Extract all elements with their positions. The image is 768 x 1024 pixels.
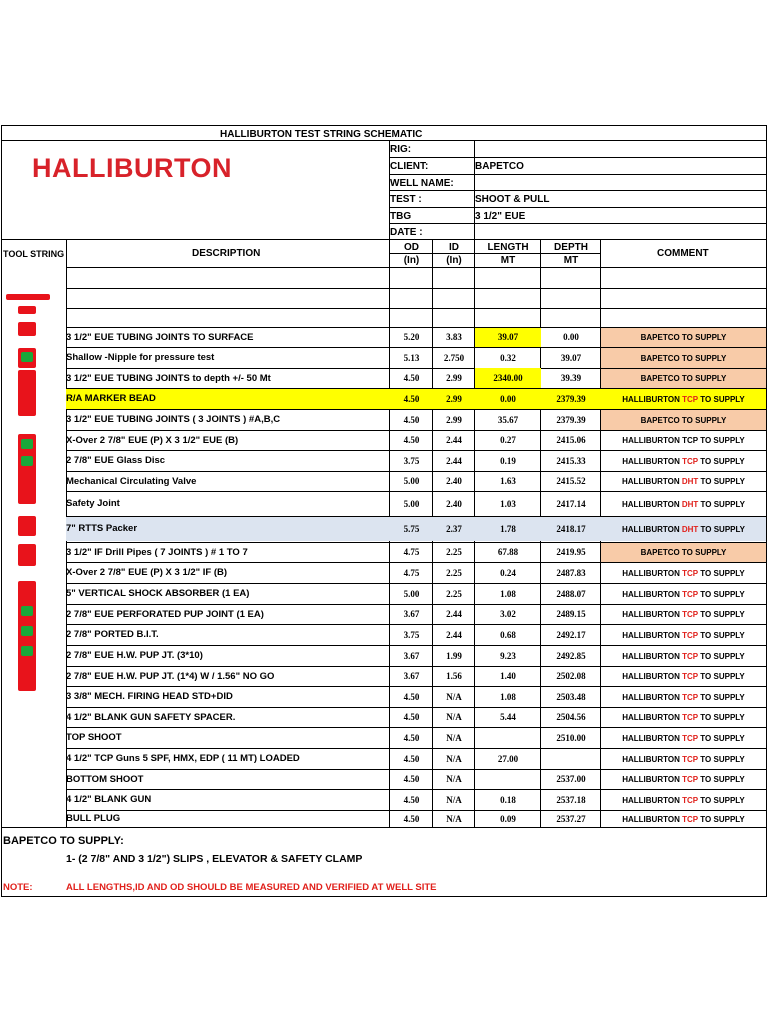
- well-name-label: WELL NAME:: [390, 178, 454, 189]
- tool-head-icon: [6, 294, 50, 300]
- row-length: 0.32: [500, 352, 516, 363]
- comment-text: HALLIBURTON: [622, 795, 683, 805]
- comment-text: TO SUPPLY: [698, 630, 745, 640]
- row-id: 2.44: [446, 629, 462, 640]
- row-description: 5" VERTICAL SHOCK ABSORBER (1 EA): [66, 588, 250, 599]
- row-depth: 39.07: [560, 352, 582, 363]
- row-description: X-Over 2 7/8" EUE (P) X 3 1/2" IF (B): [66, 567, 228, 578]
- row-length: 0.24: [500, 567, 516, 578]
- row-length: [475, 727, 541, 748]
- row-length: 1.78: [500, 523, 516, 534]
- comment-text: BAPETCO TO SUPPLY: [640, 548, 727, 557]
- row-depth: 2537.27: [556, 813, 586, 824]
- row-od: 4.50: [403, 691, 420, 702]
- client-value: BAPETCO: [475, 161, 524, 172]
- comment-text: HALLIBURTON: [622, 672, 683, 681]
- row-comment: [601, 646, 766, 666]
- row-length: 27.00: [497, 753, 519, 764]
- row-length: 9.23: [500, 650, 516, 661]
- row-depth: 2502.08: [556, 671, 586, 681]
- row-depth: 2415.06: [556, 435, 586, 445]
- comment-text: TO SUPPLY: [698, 795, 745, 805]
- comment-dept: TCP: [682, 754, 699, 764]
- comment-dept: TCP: [682, 733, 699, 743]
- comment-text: BAPETCO TO SUPPLY: [640, 333, 727, 342]
- row-depth: 2510.00: [556, 732, 586, 743]
- rig-label: RIG:: [390, 144, 412, 155]
- row-comment: [601, 790, 766, 810]
- row-comment: [601, 728, 766, 748]
- tool-segment-icon: [18, 544, 36, 566]
- comment-text: TO SUPPLY: [698, 733, 745, 743]
- comment-text: HALLIBURTON: [622, 754, 683, 764]
- comment-dept: TCP: [682, 456, 699, 466]
- row-comment: [601, 543, 766, 562]
- comment-text: TO SUPPLY: [698, 394, 745, 404]
- comment-text: TO SUPPLY: [698, 775, 745, 784]
- row-description: 4 1/2" BLANK GUN: [66, 794, 152, 805]
- comment-text: HALLIBURTON: [622, 692, 683, 702]
- comment-text: TO SUPPLY: [698, 477, 745, 486]
- comment-text: HALLIBURTON: [622, 477, 682, 486]
- comment-text: HALLIBURTON: [622, 456, 683, 466]
- row-id: 2.37: [446, 523, 462, 534]
- row-depth: [541, 748, 601, 769]
- row-comment: [601, 410, 766, 430]
- row-od: 4.75: [403, 567, 420, 578]
- row-length: [475, 769, 541, 789]
- row-depth: 2537.18: [556, 794, 586, 805]
- comment-dept: DHT: [681, 499, 699, 509]
- row-comment: [601, 389, 766, 409]
- row-id: 2.99: [446, 393, 462, 404]
- comment-text: TO SUPPLY: [698, 814, 745, 824]
- row-depth: 2379.39: [556, 393, 586, 404]
- row-od: 4.50: [403, 794, 420, 805]
- test-label: TEST :: [390, 194, 422, 205]
- tbg-value: 3 1/2" EUE: [475, 211, 526, 222]
- row-description: 3 1/2" EUE TUBING JOINTS ( 3 JOINTS ) #A,B,C: [66, 414, 281, 425]
- row-length: 5.44: [500, 712, 516, 722]
- row-od: 5.00: [403, 476, 420, 486]
- comment-text: TO SUPPLY: [698, 672, 745, 681]
- test-value: SHOOT & PULL: [475, 194, 550, 205]
- row-comment: [601, 517, 766, 541]
- row-length: 1.03: [500, 498, 516, 509]
- comment-dept: TCP: [682, 814, 699, 824]
- col-id: ID: [449, 241, 459, 253]
- row-comment: [601, 770, 766, 789]
- row-od: 3.67: [403, 671, 420, 681]
- row-description: BOTTOM SHOOT: [66, 773, 144, 785]
- row-depth: 2489.15: [556, 609, 586, 619]
- row-id: N/A: [446, 794, 462, 805]
- row-comment: [601, 811, 766, 827]
- tool-segment-icon: [18, 306, 36, 314]
- row-id: 2.750: [443, 352, 465, 363]
- row-length: 1.08: [500, 588, 516, 599]
- row-depth: 0.00: [563, 332, 579, 342]
- comment-text: TO SUPPLY: [698, 499, 745, 509]
- tool-bit-icon: [21, 626, 33, 636]
- row-od: 5.75: [403, 523, 420, 534]
- row-length: 35.67: [497, 414, 519, 425]
- col-tool-string: TOOL STRING: [3, 249, 65, 259]
- tbg-label: TBG: [390, 211, 412, 222]
- tool-nipple-icon: [21, 352, 33, 362]
- col-id-unit: (In): [446, 254, 462, 266]
- row-comment: [601, 492, 766, 516]
- row-description: 2 7/8" EUE PERFORATED PUP JOINT (1 EA): [66, 608, 264, 620]
- note-text: ALL LENGTHS,ID AND OD SHOULD BE MEASURED AND VERIFIED AT WELL SITE: [66, 882, 437, 893]
- row-od: 4.50: [403, 813, 420, 824]
- col-od: OD: [404, 241, 419, 253]
- schematic-sheet: [1, 125, 767, 897]
- row-comment: [601, 431, 766, 450]
- row-description: X-Over 2 7/8" EUE (P) X 3 1/2" EUE (B): [66, 434, 239, 446]
- comment-text: TO SUPPLY: [698, 456, 745, 466]
- comment-dept: DHT: [681, 524, 699, 534]
- col-length-unit: MT: [500, 254, 516, 266]
- row-od: 3.75: [403, 629, 420, 640]
- comment-dept: TCP: [682, 775, 699, 784]
- row-comment: [601, 625, 766, 645]
- row-depth: 39.39: [560, 373, 582, 383]
- row-id: 2.44: [446, 455, 462, 466]
- supply-title: BAPETCO TO SUPPLY:: [3, 835, 124, 847]
- row-id: 2.40: [446, 498, 462, 509]
- col-depth-unit: MT: [563, 254, 579, 266]
- row-length: 0.18: [500, 794, 516, 805]
- row-od: 4.50: [403, 732, 420, 743]
- row-comment: [601, 584, 766, 604]
- row-id: 2.25: [446, 567, 462, 578]
- row-depth: 2488.07: [556, 588, 586, 599]
- sheet-title: HALLIBURTON TEST STRING SCHEMATIC: [220, 129, 423, 140]
- halliburton-logo: HALLIBURTON: [32, 153, 232, 183]
- row-description: 3 1/2" IF Drill Pipes ( 7 JOINTS ) # 1 TO 7: [66, 546, 248, 558]
- row-length: 1.40: [500, 671, 516, 681]
- comment-dept: TCP: [682, 672, 699, 681]
- comment-dept: TCP: [682, 651, 699, 661]
- col-depth: DEPTH: [554, 241, 588, 253]
- row-od: 5.00: [403, 498, 420, 509]
- row-description: R/A MARKER BEAD: [66, 393, 156, 404]
- row-id: 3.83: [446, 332, 462, 342]
- comment-text: TO SUPPLY: [698, 651, 745, 661]
- col-od-unit: (In): [403, 254, 420, 266]
- comment-text: HALLIBURTON: [622, 610, 683, 619]
- comment-text: HALLIBURTON: [622, 499, 682, 509]
- supply-item: 1- (2 7/8" AND 3 1/2") SLIPS , ELEVATOR & SAFETY CLAMP: [66, 853, 363, 865]
- row-depth: 2418.17: [556, 523, 586, 534]
- row-comment: [601, 605, 766, 624]
- row-comment: [601, 687, 766, 707]
- comment-dept: TCP: [682, 394, 699, 404]
- row-id: 1.99: [446, 650, 462, 661]
- comment-text: HALLIBURTON: [622, 713, 683, 722]
- comment-text: TO SUPPLY: [698, 754, 745, 764]
- comment-text: BAPETCO TO SUPPLY: [640, 353, 727, 363]
- tool-valve-icon: [21, 439, 33, 449]
- row-description: 7" RTTS Packer: [66, 523, 138, 534]
- row-description: TOP SHOOT: [66, 732, 122, 743]
- comment-text: HALLIBURTON: [622, 630, 683, 640]
- comment-dept: TCP: [682, 630, 699, 640]
- row-description: 2 7/8" EUE H.W. PUP JT. (1*4) W / 1.56" NO GO: [66, 670, 275, 682]
- row-id: 2.25: [446, 547, 462, 557]
- row-comment: [601, 472, 766, 491]
- row-length: 0.00: [500, 393, 516, 404]
- row-depth: 2537.00: [556, 774, 586, 784]
- row-comment: [601, 563, 766, 583]
- row-id: N/A: [446, 691, 462, 702]
- row-id: N/A: [446, 813, 462, 824]
- row-comment: [601, 369, 766, 388]
- row-length: 0.19: [500, 455, 516, 466]
- row-od: 3.67: [403, 609, 420, 619]
- comment-text: BAPETCO TO SUPPLY: [640, 415, 727, 425]
- row-description: 3 1/2" EUE TUBING JOINTS TO SURFACE: [66, 331, 254, 343]
- row-id: N/A: [446, 732, 462, 743]
- row-od: 5.20: [403, 332, 420, 342]
- comment-dept: TCP: [682, 610, 699, 619]
- row-od: 3.67: [403, 650, 420, 661]
- row-od: 3.75: [403, 455, 420, 466]
- row-id: N/A: [446, 753, 462, 764]
- row-comment: [601, 348, 766, 368]
- row-depth: 2417.14: [556, 498, 586, 509]
- comment-dept: TCP: [682, 589, 699, 599]
- row-depth: 2419.95: [556, 547, 586, 557]
- row-length: 1.08: [500, 691, 516, 702]
- row-od: 5.13: [403, 352, 420, 363]
- comment-dept: DHT: [681, 477, 699, 486]
- row-description: Mechanical Circulating Valve: [66, 475, 197, 487]
- date-label: DATE :: [390, 227, 423, 238]
- row-comment: [601, 328, 766, 347]
- row-depth: 2415.33: [556, 455, 586, 466]
- tool-shock-icon: [21, 606, 33, 616]
- comment-dept: TCP: [682, 568, 699, 578]
- tool-guns-icon: [18, 581, 36, 691]
- comment-text: HALLIBURTON: [622, 733, 683, 743]
- row-depth: 2487.83: [556, 567, 586, 578]
- comment-dept: TCP: [682, 795, 699, 805]
- row-depth: 2504.56: [556, 712, 586, 722]
- comment-text: HALLIBURTON: [622, 775, 683, 784]
- row-depth: 2379.39: [556, 414, 586, 425]
- row-id: 2.44: [446, 435, 462, 445]
- col-description: DESCRIPTION: [192, 248, 261, 259]
- comment-dept: TCP: [682, 713, 699, 722]
- row-comment: [601, 667, 766, 686]
- row-depth: 2492.17: [556, 629, 586, 640]
- row-length: 0.27: [500, 435, 516, 445]
- comment-text: TO SUPPLY: [698, 589, 745, 599]
- row-od: 4.75: [403, 547, 420, 557]
- row-id: N/A: [446, 712, 462, 722]
- comment-text: HALLIBURTON: [622, 568, 683, 578]
- row-id: 2.44: [446, 609, 462, 619]
- row-description: 3 1/2" EUE TUBING JOINTS to depth +/- 50 Mt: [66, 372, 271, 384]
- comment-text: HALLIBURTON TCP TO SUPPLY: [622, 436, 745, 445]
- comment-text: TO SUPPLY: [698, 610, 745, 619]
- row-depth: 2415.52: [556, 476, 586, 486]
- tool-segment-icon: [18, 322, 36, 336]
- row-description: Shallow -Nipple for pressure test: [66, 352, 215, 363]
- row-depth: 2503.48: [556, 691, 586, 702]
- row-od: 4.50: [403, 712, 420, 722]
- row-comment: [601, 451, 766, 471]
- comment-text: HALLIBURTON: [622, 524, 682, 534]
- row-od: 5.00: [403, 588, 420, 599]
- comment-text: HALLIBURTON: [622, 814, 683, 824]
- col-comment: COMMENT: [657, 248, 709, 259]
- col-length: LENGTH: [487, 241, 529, 253]
- row-length: 3.02: [500, 609, 516, 619]
- comment-text: HALLIBURTON: [622, 394, 683, 404]
- note-label: NOTE:: [3, 882, 33, 893]
- comment-text: TO SUPPLY: [698, 524, 745, 534]
- row-od: 4.50: [403, 753, 420, 764]
- row-depth: 2492.85: [556, 650, 586, 661]
- tool-pup-icon: [21, 646, 33, 656]
- row-od: 4.50: [403, 373, 420, 383]
- row-id: 2.25: [446, 588, 462, 599]
- tool-valve-icon: [21, 456, 33, 466]
- row-length: 67.88: [497, 547, 519, 557]
- row-id: 2.99: [446, 373, 462, 383]
- row-description: 3 3/8" MECH. FIRING HEAD STD+DID: [66, 691, 233, 702]
- comment-text: TO SUPPLY: [698, 713, 745, 722]
- row-id: 2.40: [446, 476, 462, 486]
- row-od: 4.50: [403, 393, 420, 404]
- comment-text: HALLIBURTON: [622, 651, 683, 661]
- client-label: CLIENT:: [390, 161, 429, 172]
- comment-dept: TCP: [682, 692, 699, 702]
- row-description: 2 7/8" PORTED B.I.T.: [66, 629, 159, 640]
- row-length: 0.68: [500, 629, 516, 640]
- row-description: 2 7/8" EUE H.W. PUP JT. (3*10): [66, 650, 203, 661]
- row-length: 2340.00: [475, 368, 541, 388]
- row-id: 1.56: [446, 671, 462, 681]
- row-id: N/A: [446, 774, 462, 784]
- comment-text: BAPETCO TO SUPPLY: [640, 374, 727, 383]
- comment-text: TO SUPPLY: [698, 568, 745, 578]
- comment-text: HALLIBURTON: [622, 589, 683, 599]
- row-length: 39.07: [475, 327, 541, 347]
- row-description: 4 1/2" BLANK GUN SAFETY SPACER.: [66, 711, 236, 723]
- row-description: 2 7/8" EUE Glass Disc: [66, 455, 166, 466]
- row-length: 1.63: [500, 476, 516, 486]
- row-length: 0.09: [500, 813, 516, 824]
- row-od: 4.50: [403, 774, 420, 784]
- tool-segment-icon: [18, 370, 36, 416]
- tool-packer-icon: [18, 516, 36, 536]
- row-description: BULL PLUG: [66, 813, 121, 824]
- row-comment: [601, 708, 766, 727]
- comment-text: TO SUPPLY: [698, 692, 745, 702]
- row-comment: [601, 749, 766, 769]
- row-od: 4.50: [403, 435, 420, 445]
- row-description: Safety Joint: [66, 498, 120, 509]
- row-od: 4.50: [403, 414, 420, 425]
- row-description: 4 1/2" TCP Guns 5 SPF, HMX, EDP ( 11 MT) LOADED: [66, 753, 300, 764]
- row-id: 2.99: [446, 414, 462, 425]
